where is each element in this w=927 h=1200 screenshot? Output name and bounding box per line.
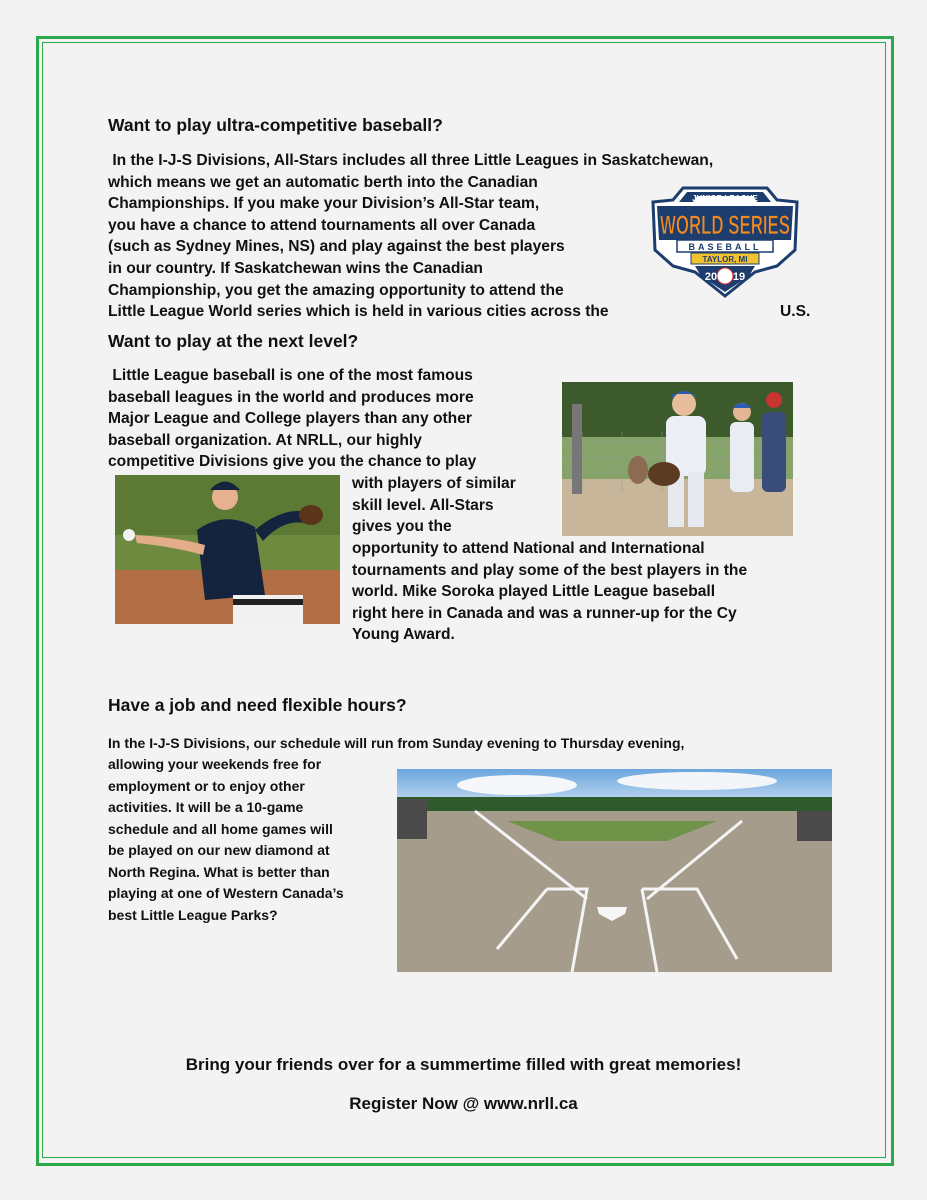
pitcher-photo [115, 475, 340, 624]
youth-players-photo [562, 382, 793, 536]
text-line: opportunity to attend National and International [352, 540, 705, 557]
text-line: Young Award. [352, 626, 455, 644]
trailing-word-us: U.S. [780, 303, 811, 320]
text-line: allowing your weekends free for [108, 756, 322, 772]
register-link[interactable]: Register Now @ www.nrll.ca [349, 1094, 578, 1113]
text-line: employment or to enjoy other [108, 777, 305, 794]
paragraph-ultra-competitive [108, 150, 713, 323]
logo-sub-text: BASEBALL [688, 242, 762, 252]
logo-year-left: 20 [704, 271, 718, 283]
paragraph-flexible-hours [108, 754, 344, 926]
text-line: which means we get an automatic berth into the Canadian [108, 173, 538, 191]
text-line: schedule and all home games will [108, 820, 333, 837]
schedule-first-line: In the I-J-S Divisions, our schedule will run from Sunday evening to Thursday evening, [108, 735, 685, 751]
text-line: playing at one of Western Canada’s [108, 885, 344, 901]
text-line: baseball organization. At NRLL, our highly [108, 431, 422, 449]
text-line: Little League World series which is held in various cities across the [108, 303, 609, 321]
text-line: skill level. All-Stars [352, 496, 494, 514]
heading-ultra-competitive: Want to play ultra-competitive baseball? [108, 115, 443, 135]
text-line: In the I-J-S Divisions, All-Stars includes all three Little Leagues in Saskatchewan, [108, 152, 714, 169]
text-line: baseball leagues in the world and produces more [108, 388, 474, 406]
baseball-diamond-photo [397, 769, 832, 972]
logo-year-right: 19 [732, 271, 746, 283]
text-line: be played on our new diamond at [108, 842, 330, 858]
text-line: North Regina. What is better than [108, 863, 330, 880]
paragraph-next-level-mid [352, 473, 516, 538]
logo-location-text: TAYLOR, MI [702, 255, 748, 264]
heading-flexible-hours: Have a job and need flexible hours? [108, 695, 407, 715]
text-line: Championship, you get the amazing opportunity to attend the [108, 281, 564, 299]
text-line: Championships. If you make your Division’s All-Star team, [108, 195, 540, 213]
text-line: (such as Sydney Mines, NS) and play against the best players [108, 238, 565, 256]
logo-top-text: JUNIOR LEAGUE [692, 194, 758, 203]
paragraph-next-level-bottom [352, 538, 747, 646]
text-line: right here in Canada and was a runner-up for the Cy [352, 604, 737, 622]
text-line: activities. It will be a 10-game [108, 799, 304, 815]
logo-main-text: WORLD SERIES [660, 210, 790, 240]
junior-league-world-series-logo [645, 180, 805, 300]
text-line: Little League baseball is one of the most famous [108, 367, 473, 384]
paragraph-next-level-top [108, 365, 476, 473]
text-line: world. Mike Soroka played Little League baseball [352, 583, 716, 601]
text-line: best Little League Parks? [108, 906, 278, 923]
tagline: Bring your friends over for a summertime filled with great memories! [185, 1055, 742, 1074]
text-line: Major League and College players than any other [108, 410, 472, 428]
baseball-icon [717, 268, 733, 284]
text-line: competitive Divisions give you the chance to play [108, 453, 477, 471]
text-line: gives you the [352, 518, 452, 536]
heading-next-level: Want to play at the next level? [108, 331, 359, 351]
text-line: in our country. If Saskatchewan wins the Canadian [108, 259, 483, 277]
baseball-icon [123, 529, 135, 541]
text-line: tournaments and play some of the best players in the [352, 561, 748, 579]
text-line: with players of similar [352, 475, 516, 492]
text-line: you have a chance to attend tournaments all over Canada [108, 216, 536, 234]
